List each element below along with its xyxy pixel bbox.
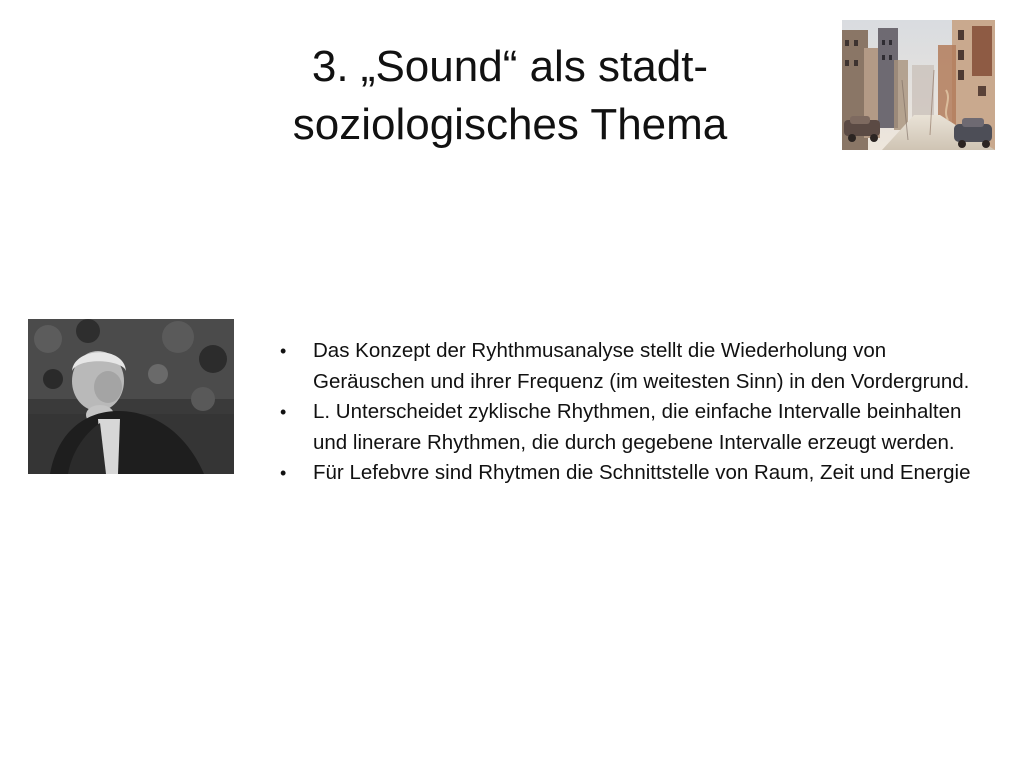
portrait-photo: [28, 319, 234, 474]
bullet-item: [280, 458, 980, 489]
bullet-list: [280, 336, 980, 489]
bullet-item: [280, 336, 980, 397]
city-street-painting: [842, 20, 995, 150]
slide-title: [190, 38, 830, 154]
bullet-marker: •: [280, 341, 287, 361]
bullet-text-rhythm-types: L. Unterscheidet zyklische Rhythmen, die einfache Intervalle beinhalten und linerare Rhythmen, die durch gegebene Intervalle erzeugt werden.: [313, 400, 962, 454]
slide-title-line-1: 3. „Sound“ als stadt-: [311, 42, 709, 91]
bullet-item: [280, 397, 980, 458]
bullet-text-lefebvre: Für Lefebvre sind Rhytmen die Schnittstelle von Raum, Zeit und Energie: [313, 461, 971, 484]
bullet-marker: •: [280, 402, 287, 422]
slide-title-line-2: soziologisches Thema: [292, 100, 728, 149]
bullet-marker: •: [280, 463, 287, 483]
bullet-text-rhythm-analysis: Das Konzept der Ryhthmusanalyse stellt die Wiederholung von Geräuschen und ihrer Frequenz (im weitesten Sinn) in den Vordergrund.: [313, 339, 970, 393]
